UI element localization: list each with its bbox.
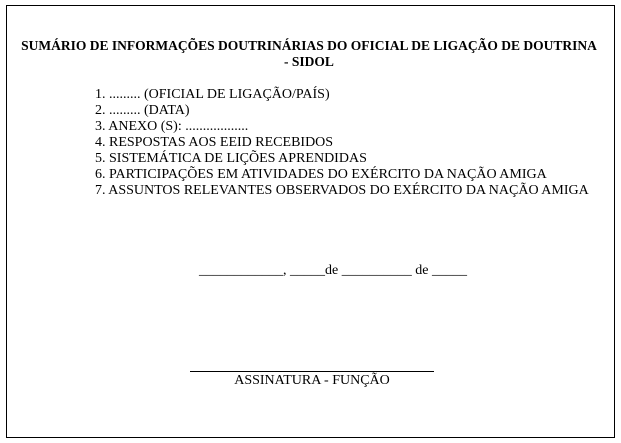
document-title: SUMÁRIO DE INFORMAÇÕES DOUTRINÁRIAS DO OFICIAL DE LIGAÇÃO DE DOUTRINA - SIDOL	[21, 38, 597, 69]
item-lessons-learned: 5. SISTEMÁTICA DE LIÇÕES APRENDIDAS	[95, 151, 367, 166]
item-official: 1. ......... (OFICIAL DE LIGAÇÃO/PAÍS)	[95, 87, 330, 102]
item-eeid-responses: 4. RESPOSTAS AOS EEID RECEBIDOS	[95, 135, 334, 150]
signature-label: ASSINATURA - FUNÇÃO	[234, 373, 390, 388]
item-annex: 3. ANEXO (S): ..................	[95, 119, 249, 134]
item-relevant-subjects: 7. ASSUNTOS RELEVANTES OBSERVADOS DO EXÉRCITO DA NAÇÃO AMIGA	[95, 183, 589, 198]
item-army-activities: 6. PARTICIPAÇÕES EM ATIVIDADES DO EXÉRCITO DA NAÇÃO AMIGA	[95, 167, 547, 182]
date-line: ____________, _____de __________ de _____	[199, 263, 467, 278]
signature-line	[190, 371, 434, 372]
item-list	[95, 87, 589, 199]
item-date: 2. ......... (DATA)	[95, 103, 190, 118]
